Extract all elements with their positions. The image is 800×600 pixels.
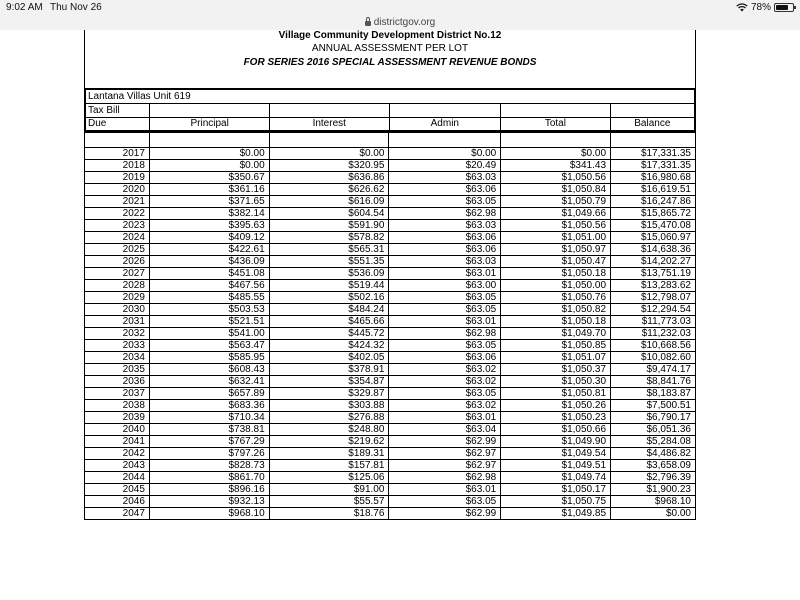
cell-due: 2045 [85,484,150,496]
cell-interest: $591.90 [269,220,389,232]
cell-total: $1,050.75 [501,496,611,508]
schedule-table [84,132,696,520]
cell-principal: $710.34 [149,412,269,424]
cell-balance: $16,980.68 [611,172,696,184]
cell-interest: $125.06 [269,472,389,484]
table-row [85,232,696,244]
cell-due: 2017 [85,148,150,160]
battery-icon [774,3,794,12]
cell-balance: $10,668.56 [611,340,696,352]
cell-interest: $55.57 [269,496,389,508]
cell-principal: $409.12 [149,232,269,244]
cell-total: $1,050.66 [501,424,611,436]
table-row [85,328,696,340]
cell-balance: $11,232.03 [611,328,696,340]
cell-principal: $395.63 [149,220,269,232]
cell-admin: $62.98 [389,472,501,484]
cell-balance: $10,082.60 [611,352,696,364]
blank-cell [389,103,501,117]
cell-balance: $16,619.51 [611,184,696,196]
cell-total: $1,050.18 [501,268,611,280]
cell-total: $1,051.00 [501,232,611,244]
table-row [85,316,696,328]
cell-interest: $445.72 [269,328,389,340]
cell-due: 2023 [85,220,150,232]
column-header-principal: Principal [150,117,270,131]
cell-principal: $896.16 [149,484,269,496]
cell-interest: $0.00 [269,148,389,160]
column-header-due: Due [85,117,150,131]
table-row [85,220,696,232]
table-row [85,364,696,376]
cell-admin: $63.03 [389,256,501,268]
cell-interest: $354.87 [269,376,389,388]
cell-total: $1,050.81 [501,388,611,400]
cell-due: 2027 [85,268,150,280]
cell-total: $1,050.85 [501,340,611,352]
table-row [85,388,696,400]
cell-total: $1,050.37 [501,364,611,376]
cell-admin: $0.00 [389,148,501,160]
cell-balance: $15,060.97 [611,232,696,244]
cell-due: 2024 [85,232,150,244]
column-header-interest: Interest [269,117,389,131]
cell-interest: $578.82 [269,232,389,244]
cell-principal: $382.14 [149,208,269,220]
cell-admin: $63.06 [389,184,501,196]
cell-due: 2035 [85,364,150,376]
cell-total: $1,049.74 [501,472,611,484]
column-header-row [85,117,695,131]
cell-balance: $12,798.07 [611,292,696,304]
cell-total: $1,050.26 [501,400,611,412]
table-row [85,184,696,196]
cell-admin: $20.49 [389,160,501,172]
document-series: FOR SERIES 2016 SPECIAL ASSESSMENT REVENUE BONDS [243,57,537,68]
cell-interest: $626.62 [269,184,389,196]
cell-balance: $0.00 [611,508,696,520]
cell-total: $1,049.54 [501,448,611,460]
cell-interest: $303.88 [269,400,389,412]
cell-interest: $551.35 [269,256,389,268]
cell-interest: $484.24 [269,304,389,316]
cell-due: 2019 [85,172,150,184]
cell-due: 2036 [85,376,150,388]
cell-balance: $13,751.19 [611,268,696,280]
cell-admin: $63.01 [389,268,501,280]
header-table [84,88,696,132]
cell-due: 2044 [85,472,150,484]
document-title: Village Community Development District No.12 [278,30,502,41]
address-bar[interactable] [0,14,800,30]
cell-total: $1,050.47 [501,256,611,268]
cell-total: $1,049.66 [501,208,611,220]
url-text[interactable]: districtgov.org [373,16,436,28]
cell-balance: $5,284.08 [611,436,696,448]
cell-admin: $62.97 [389,448,501,460]
table-row [85,460,696,472]
cell-admin: $63.05 [389,496,501,508]
table-row [85,472,696,484]
table-row [85,160,696,172]
cell-balance: $9,474.17 [611,364,696,376]
cell-total: $1,050.00 [501,280,611,292]
table-row [85,292,696,304]
cell-due: 2029 [85,292,150,304]
cell-admin: $62.98 [389,328,501,340]
cell-admin: $63.03 [389,220,501,232]
cell-interest: $604.54 [269,208,389,220]
cell-interest: $565.31 [269,244,389,256]
document-page [0,30,800,600]
table-row [85,400,696,412]
cell-principal: $767.29 [149,436,269,448]
cell-balance: $6,790.17 [611,412,696,424]
cell-balance: $3,658.09 [611,460,696,472]
table-row [85,304,696,316]
wifi-icon [736,3,748,12]
table-row [85,508,696,520]
cell-total: $1,049.70 [501,328,611,340]
column-header-admin: Admin [389,117,501,131]
cell-admin: $63.02 [389,376,501,388]
cell-interest: $402.05 [269,352,389,364]
table-row [85,424,696,436]
cell-principal: $451.08 [149,268,269,280]
table-row [85,436,696,448]
cell-principal: $657.89 [149,388,269,400]
blank-cell [610,103,695,117]
cell-principal: $861.70 [149,472,269,484]
cell-balance: $7,500.51 [611,400,696,412]
cell-principal: $632.41 [149,376,269,388]
table-row [85,148,696,160]
cell-due: 2025 [85,244,150,256]
cell-admin: $62.99 [389,508,501,520]
cell-due: 2022 [85,208,150,220]
cell-due: 2041 [85,436,150,448]
cell-interest: $248.80 [269,424,389,436]
table-row [85,448,696,460]
cell-admin: $63.06 [389,244,501,256]
battery-percent: 78% [750,2,771,13]
cell-admin: $63.05 [389,340,501,352]
cell-total: $1,050.56 [501,172,611,184]
cell-admin: $63.00 [389,280,501,292]
cell-principal: $0.00 [149,160,269,172]
cell-balance: $14,202.27 [611,256,696,268]
cell-principal: $563.47 [149,340,269,352]
cell-interest: $636.86 [269,172,389,184]
cell-admin: $62.97 [389,460,501,472]
tax-bill-label: Tax Bill [85,103,150,117]
cell-principal: $350.67 [149,172,269,184]
cell-due: 2031 [85,316,150,328]
cell-interest: $157.81 [269,460,389,472]
cell-principal: $608.43 [149,364,269,376]
table-row [85,376,696,388]
cell-balance: $17,331.35 [611,160,696,172]
cell-interest: $219.62 [269,436,389,448]
cell-principal: $422.61 [149,244,269,256]
cell-total: $1,050.18 [501,316,611,328]
table-row [85,280,696,292]
status-right [736,2,794,13]
cell-admin: $63.05 [389,304,501,316]
cell-total: $1,050.17 [501,484,611,496]
cell-total: $1,050.82 [501,304,611,316]
cell-due: 2037 [85,388,150,400]
cell-due: 2046 [85,496,150,508]
cell-due: 2021 [85,196,150,208]
cell-balance: $13,283.62 [611,280,696,292]
cell-balance: $968.10 [611,496,696,508]
cell-total: $0.00 [501,148,611,160]
cell-due: 2043 [85,460,150,472]
cell-admin: $63.02 [389,400,501,412]
cell-admin: $63.05 [389,292,501,304]
column-header-total: Total [501,117,611,131]
cell-principal: $467.56 [149,280,269,292]
cell-balance: $4,486.82 [611,448,696,460]
cell-principal: $541.00 [149,328,269,340]
cell-interest: $502.16 [269,292,389,304]
cell-interest: $18.76 [269,508,389,520]
cell-balance: $17,331.35 [611,148,696,160]
table-row [85,352,696,364]
cell-due: 2042 [85,448,150,460]
lock-icon [365,21,371,26]
cell-total: $1,050.30 [501,376,611,388]
cell-admin: $63.05 [389,388,501,400]
cell-total: $1,050.56 [501,220,611,232]
cell-due: 2030 [85,304,150,316]
cell-total: $1,050.23 [501,412,611,424]
cell-total: $1,049.85 [501,508,611,520]
table-row [85,412,696,424]
document-subtitle: ANNUAL ASSESSMENT PER LOT [311,43,469,54]
cell-admin: $63.04 [389,424,501,436]
cell-due: 2034 [85,352,150,364]
cell-principal: $436.09 [149,256,269,268]
cell-interest: $91.00 [269,484,389,496]
cell-principal: $485.55 [149,292,269,304]
cell-principal: $503.53 [149,304,269,316]
cell-balance: $16,247.86 [611,196,696,208]
cell-principal: $0.00 [149,148,269,160]
cell-balance: $14,638.36 [611,244,696,256]
cell-due: 2026 [85,256,150,268]
cell-due: 2018 [85,160,150,172]
cell-admin: $63.06 [389,232,501,244]
cell-due: 2020 [85,184,150,196]
table-row [85,340,696,352]
cell-interest: $189.31 [269,448,389,460]
cell-interest: $465.66 [269,316,389,328]
cell-interest: $424.32 [269,340,389,352]
cell-admin: $63.03 [389,172,501,184]
cell-interest: $536.09 [269,268,389,280]
cell-balance: $11,773.03 [611,316,696,328]
cell-admin: $63.06 [389,352,501,364]
blank-cell [150,103,270,117]
table-row [85,244,696,256]
cell-due: 2040 [85,424,150,436]
cell-interest: $320.95 [269,160,389,172]
cell-principal: $371.65 [149,196,269,208]
cell-principal: $968.10 [149,508,269,520]
cell-admin: $63.02 [389,364,501,376]
cell-admin: $62.99 [389,436,501,448]
table-row [85,496,696,508]
table-row [85,196,696,208]
cell-due: 2033 [85,340,150,352]
cell-principal: $797.26 [149,448,269,460]
table-row [85,172,696,184]
unit-name: Lantana Villas Unit 619 [85,89,695,103]
cell-interest: $276.88 [269,412,389,424]
table-row [85,484,696,496]
cell-interest: $519.44 [269,280,389,292]
cell-interest: $616.09 [269,196,389,208]
cell-principal: $738.81 [149,424,269,436]
cell-balance: $8,183.87 [611,388,696,400]
status-date: Thu Nov 26 [50,2,102,13]
cell-balance: $12,294.54 [611,304,696,316]
cell-balance: $6,051.36 [611,424,696,436]
cell-due: 2028 [85,280,150,292]
cell-interest: $378.91 [269,364,389,376]
cell-principal: $932.13 [149,496,269,508]
cell-due: 2047 [85,508,150,520]
column-header-balance: Balance [610,117,695,131]
cell-balance: $2,796.39 [611,472,696,484]
spacer-row [85,133,696,148]
cell-total: $341.43 [501,160,611,172]
cell-total: $1,049.51 [501,460,611,472]
cell-due: 2038 [85,400,150,412]
cell-balance: $15,470.08 [611,220,696,232]
cell-total: $1,050.84 [501,184,611,196]
table-row [85,256,696,268]
cell-admin: $63.01 [389,316,501,328]
blank-cell [269,103,389,117]
table-row [85,208,696,220]
cell-due: 2039 [85,412,150,424]
cell-principal: $683.36 [149,400,269,412]
status-time: 9:02 AM [6,2,43,13]
cell-balance: $1,900.23 [611,484,696,496]
cell-admin: $63.05 [389,196,501,208]
cell-interest: $329.87 [269,388,389,400]
blank-cell [501,103,611,117]
cell-total: $1,049.90 [501,436,611,448]
cell-balance: $15,865.72 [611,208,696,220]
cell-total: $1,050.76 [501,292,611,304]
cell-principal: $361.16 [149,184,269,196]
cell-admin: $63.01 [389,412,501,424]
cell-total: $1,050.97 [501,244,611,256]
table-row [85,268,696,280]
cell-principal: $521.51 [149,316,269,328]
cell-admin: $62.98 [389,208,501,220]
cell-due: 2032 [85,328,150,340]
cell-total: $1,050.79 [501,196,611,208]
cell-principal: $585.95 [149,352,269,364]
cell-balance: $8,841.76 [611,376,696,388]
cell-admin: $63.01 [389,484,501,496]
cell-total: $1,051.07 [501,352,611,364]
cell-principal: $828.73 [149,460,269,472]
